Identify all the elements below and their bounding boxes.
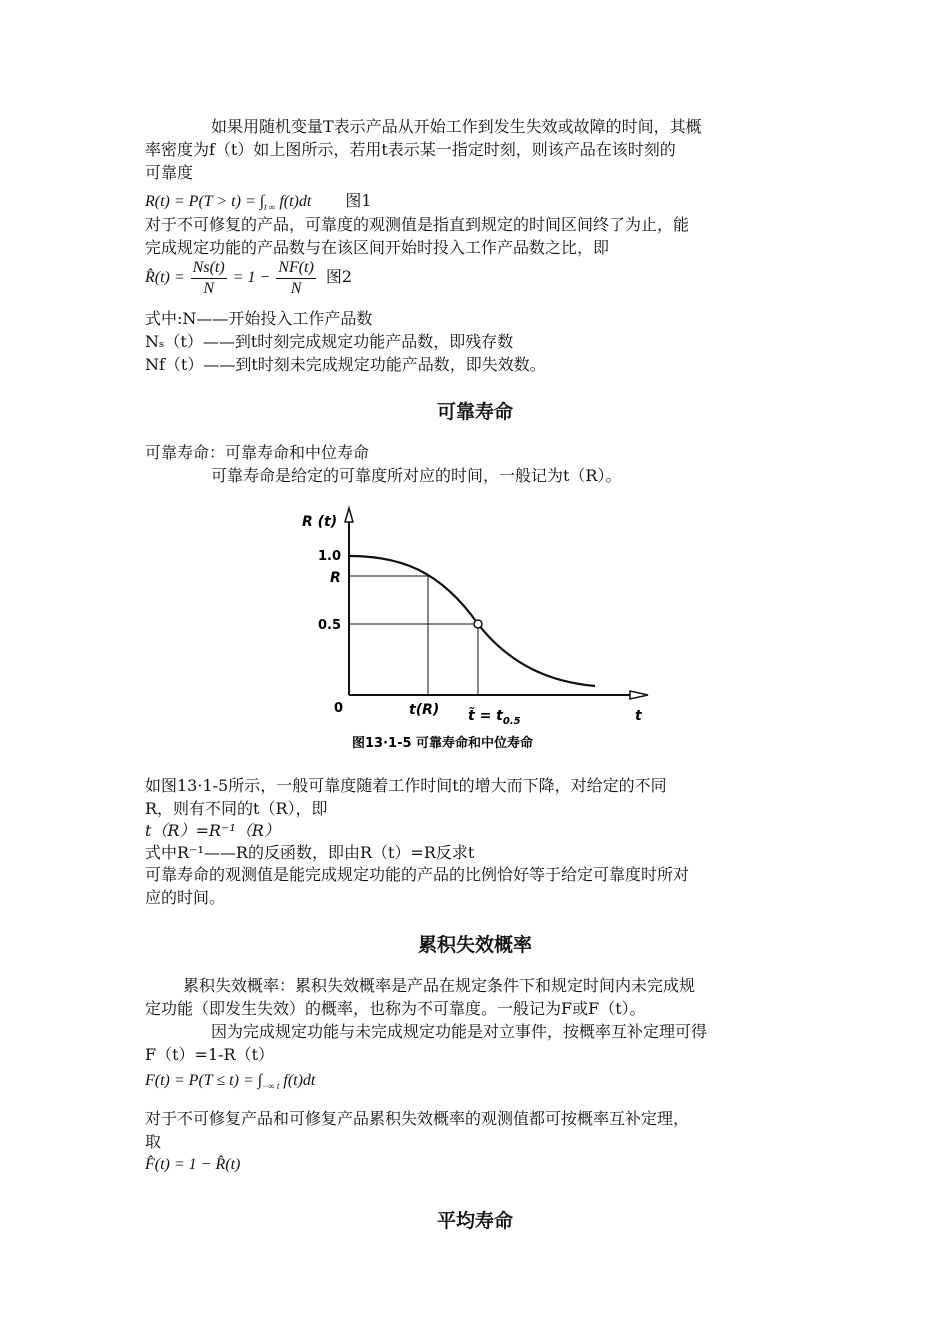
y-tick-1: 1.0: [318, 549, 342, 564]
y-tick-half: 0.5: [318, 618, 342, 633]
paragraph-line: 因为完成规定功能与未完成规定功能是对立事件，按概率互补定理可得: [211, 1022, 708, 1041]
y-tick-r: R: [330, 570, 341, 586]
definition-line: Nf（t）——到t时刻未完成规定功能产品数，即失效数。: [145, 355, 546, 374]
figure-caption: 图13·1-5 可靠寿命和中位寿命: [352, 736, 534, 751]
paragraph-line: 可靠寿命的观测值是能完成规定功能的产品的比例恰好等于给定可靠度时所对: [145, 865, 690, 884]
paragraph-line: 累积失效概率：累积失效概率是产品在规定条件下和规定时间内未完成规: [183, 976, 696, 995]
paragraph-line: 对于不可修复的产品，可靠度的观测值是指直到规定的时间区间终了为止，能: [145, 215, 690, 234]
numerator: Ns(t): [191, 258, 227, 279]
formula-failure-probability: [145, 1072, 315, 1091]
origin-label: 0: [334, 701, 344, 716]
paragraph-line: 率密度为f（t）如上图所示，若用t表示某一指定时刻，则该产品在该时刻的: [145, 140, 676, 159]
formula-lhs: R̂(t) =: [145, 269, 185, 287]
x-tick-median-sub: 0.5: [502, 716, 521, 727]
denominator: N: [290, 280, 302, 297]
fraction: [276, 258, 316, 299]
paragraph-line: 可靠度: [145, 163, 194, 182]
x-tick-median-main: t̃ = t: [468, 708, 503, 724]
x-tick-median: [468, 707, 521, 727]
paragraph-line: 定功能（即发生失效）的概率，也称为不可靠度。一般记为F或F（t）。: [145, 999, 646, 1018]
section-heading: 累积失效概率: [417, 934, 532, 956]
formula-line: t（R）=R⁻¹（R）: [145, 821, 280, 840]
paragraph-line: 取: [145, 1132, 162, 1151]
paragraph-line: R，则有不同的t（R），即: [145, 799, 328, 818]
x-axis-label: t: [635, 708, 642, 724]
y-axis-label: R (t): [302, 514, 338, 530]
definition-line: Nₛ（t）——到t时刻完成规定功能产品数，即残存数: [145, 332, 514, 351]
y-axis-arrow: [345, 508, 353, 522]
median-point: [474, 620, 482, 628]
paragraph-line: 可靠寿命是给定的可靠度所对应的时间，一般记为t（R）。: [211, 466, 622, 485]
integral-limits: t ∞: [264, 202, 276, 213]
fraction: [191, 258, 227, 299]
formula-reliability: [145, 188, 372, 212]
figure-label: 图1: [345, 191, 372, 210]
definition-line: 式中R⁻¹——R的反函数，即由R（t）=R反求t: [145, 843, 475, 862]
formula-tail: f(t)dt: [279, 193, 312, 210]
numerator: NF(t): [276, 258, 316, 279]
section-heading: 可靠寿命: [436, 401, 513, 423]
denominator: N: [203, 280, 214, 297]
paragraph-line: 应的时间。: [145, 888, 226, 907]
x-tick-tr: t(R): [409, 702, 440, 718]
figure-label: 图2: [325, 267, 352, 287]
formula-failure-estimate: F̂(t) = 1 − R̂(t): [145, 1156, 241, 1173]
paragraph-line: 对于不可修复产品和可修复产品累积失效概率的观测值都可按概率互补定理，: [145, 1109, 690, 1128]
paragraph-line: 完成规定功能的产品数与在该区间开始时投入工作产品数之比，即: [145, 238, 610, 257]
integral-limits: −∞ t: [262, 1081, 280, 1092]
formula-tail: f(t)dt: [283, 1072, 316, 1089]
formula-mid: = 1 −: [232, 269, 271, 287]
paragraph-line: F（t）=1-R（t）: [145, 1045, 275, 1064]
formula-reliability-estimate: [145, 258, 352, 299]
definition-line: 式中:N——开始投入工作产品数: [145, 309, 373, 328]
formula-text: F(t) = P(T ≤ t) = ∫: [145, 1072, 263, 1089]
section-heading: 平均寿命: [436, 1210, 513, 1232]
paragraph-line: 如图13·1-5所示，一般可靠度随着工作时间t的增大而下降，对给定的不同: [145, 776, 667, 795]
x-axis-arrow: [630, 691, 648, 699]
paragraph-line: 可靠寿命：可靠寿命和中位寿命: [145, 443, 370, 462]
formula-text: R(t) = P(T > t) = ∫: [145, 193, 265, 210]
paragraph-line: 如果用随机变量T表示产品从开始工作到发生失效或故障的时间，其概: [211, 117, 702, 136]
reliability-chart: [290, 500, 660, 760]
